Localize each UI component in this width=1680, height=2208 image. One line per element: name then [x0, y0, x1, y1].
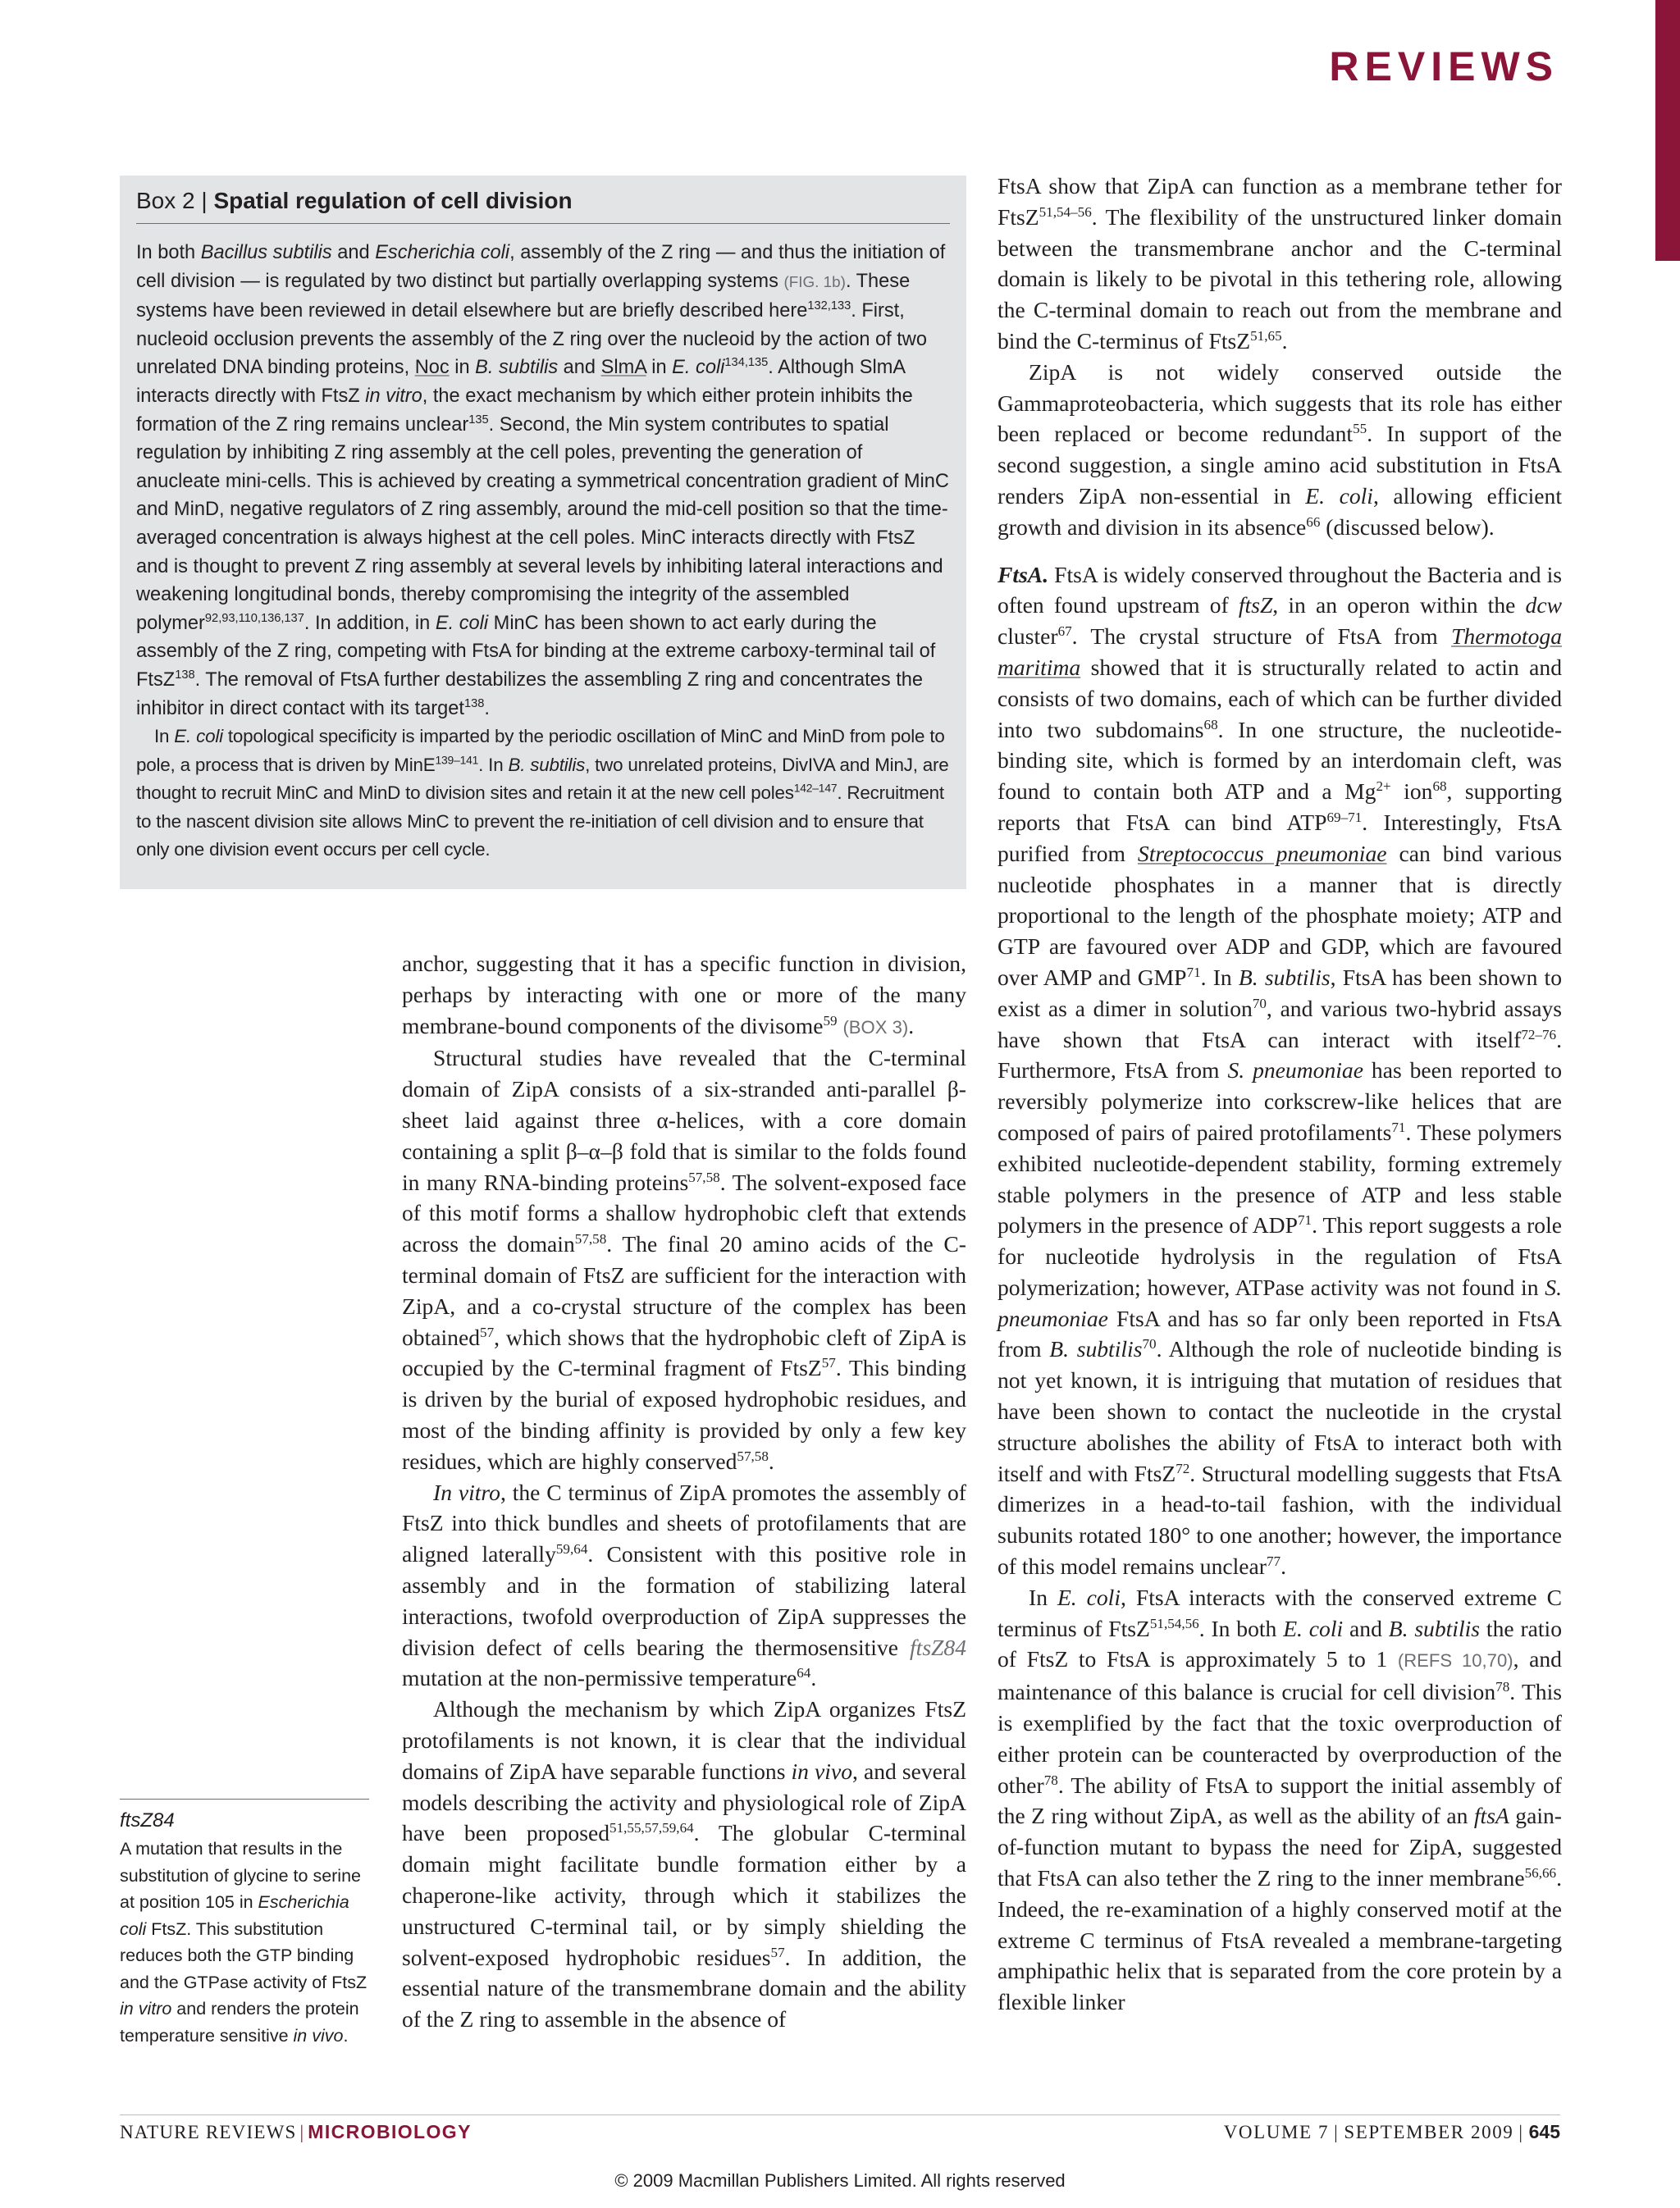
citation-superscript: 56,66: [1524, 1864, 1557, 1881]
text-run: In vitro: [433, 1479, 500, 1505]
citation-superscript: 64: [797, 1665, 811, 1681]
text-run: FtsA and has so far only been reported in FtsA from: [998, 1305, 1562, 1362]
citation-superscript: 78: [1495, 1679, 1510, 1695]
body-paragraph: [998, 357, 1562, 543]
citation-superscript: 132,133: [807, 299, 851, 313]
text-run: mutation at the non-permissive temperature: [402, 1665, 797, 1691]
text-run: Bacillus subtilis: [200, 242, 332, 263]
citation-superscript: 78: [1043, 1772, 1058, 1788]
text-run: , allowing efficient growth and division in its absence: [998, 482, 1562, 540]
citation-superscript: 68: [1203, 716, 1218, 732]
text-run: , FtsA has been shown to exist as a dimer in solution: [998, 964, 1563, 1021]
text-run: . The crystal structure of FtsA from: [1071, 623, 1452, 650]
citation-superscript: 71: [1297, 1212, 1312, 1229]
page-number: 645: [1528, 2121, 1560, 2142]
term-link[interactable]: Thermotoga maritima: [998, 623, 1562, 680]
term-link[interactable]: Streptococcus pneumoniae: [1137, 840, 1387, 866]
citation-superscript: 59,64: [555, 1540, 588, 1557]
text-run: gain-of-function mutant to bypass the need for ZipA, suggested that FtsA can also tether the Z ring to the inner membrane: [998, 1803, 1562, 1891]
text-run: . This is exemplified by the fact that the toxic overproduction of either protein can be counteracted by overproduction of the other: [998, 1679, 1563, 1798]
glossary-term: ftsZ84: [120, 1809, 175, 1832]
citation-superscript: 135: [468, 413, 489, 427]
text-run: Structural studies have revealed that the C-terminal domain of ZipA consists of a six-stranded anti-parallel β-sheet laid against three α-helices, with a core domain containing a split β–α–β fold that is similar to the folds found in many RNA-binding proteins: [402, 1045, 966, 1195]
citation-superscript: 57,58: [688, 1169, 720, 1185]
glossary-divider: [120, 1799, 369, 1800]
citation-superscript: 71: [1391, 1119, 1406, 1135]
text-run: E. coli: [672, 357, 725, 379]
text-run: ion: [1390, 778, 1433, 805]
text-run: . Consistent with this positive role in assembly and in the formation of stabilizing lateral interactions, twofold overproduction of ZipA suppresses the division defect of cells bearing the thermosensitive: [402, 1541, 966, 1660]
text-run: .: [810, 1665, 817, 1691]
term-link[interactable]: Noc: [414, 357, 450, 379]
text-run: . Although SlmA interacts directly with FtsZ: [136, 357, 905, 407]
text-run: has been reported to reversibly polymerize into corkscrew-like helices that are composed of pairs of paired protofilaments: [998, 1057, 1562, 1145]
text-run: . This binding is driven by the burial of exposed hydrophobic residues, and most of the binding affinity is provided by only a few key residues, which are highly conserved: [402, 1355, 966, 1474]
text-run: . The globular C-terminal domain might facilitate bundle formation either by a chaperone-like activity, through which it stabilizes the unstructured C-terminal tail, or by simply shielding the solvent-exposed hydrophobic residues: [402, 1820, 966, 1970]
box-label: Box 2: [136, 188, 195, 213]
text-run: B. subtilis: [1049, 1336, 1143, 1362]
ftsa-section-paragraph: [998, 559, 1562, 1582]
text-run: FtsZ. This substitution reduces both the GTP binding and the GTPase activity of FtsZ: [120, 1918, 368, 1992]
citation-superscript: 59: [823, 1012, 838, 1029]
text-run: FtsA is widely conserved throughout the Bacteria and is often found upstream of: [998, 561, 1562, 618]
text-run: , two unrelated proteins, DivIVA and MinJ, are thought to recruit MinC and MinD to division sites and retain it at the new cell poles: [136, 754, 949, 804]
text-run: can bind various nucleotide phosphates in a manner that is directly proportional to the length of the phosphate moiety; ATP and GTP are favoured over ADP and GDP, which are favoured over AMP and GMP: [998, 840, 1562, 990]
citation-superscript: 51,54–56: [1039, 203, 1092, 220]
text-run: E. coli: [174, 726, 223, 747]
citation-superscript: 138: [463, 696, 485, 710]
citation-superscript: 70: [1142, 1336, 1157, 1353]
text-run: . The solvent-exposed face of this motif forms a shallow hydrophobic cleft that extends across the domain: [402, 1169, 966, 1257]
text-run: .: [343, 2025, 349, 2046]
journal-section: MICROBIOLOGY: [308, 2121, 472, 2142]
text-run: B. subtilis: [508, 754, 586, 775]
citation-superscript: 69–71: [1326, 809, 1363, 825]
term-link[interactable]: SlmA: [600, 357, 646, 379]
section-label: REVIEWS: [1329, 43, 1559, 89]
text-run: Escherichia coli: [120, 1892, 349, 1939]
citation-superscript: 2+: [1376, 778, 1391, 794]
text-run: in vivo: [791, 1758, 852, 1784]
citation-superscript: 51,54,56: [1149, 1615, 1199, 1631]
right-column: [998, 171, 1562, 2018]
citation-superscript: 71: [1186, 964, 1201, 980]
text-run: FtsA.: [998, 561, 1049, 587]
citation-superscript: 51,55,57,59,64: [609, 1820, 694, 1836]
text-run: cluster: [998, 623, 1058, 650]
citation-superscript: 68: [1432, 778, 1447, 794]
text-run: topological specificity is imparted by the periodic oscillation of MinC and MinD from pole to pole, a process that is driven by MinE: [136, 726, 945, 775]
text-run: in: [449, 357, 476, 379]
text-run: . The flexibility of the unstructured linker domain between the transmembrane anchor and the C-terminal domain is likely to be pivotal in this tethering role, allowing the C-terminal domain to reach out from the membrane and bind the C-terminus of FtsZ: [998, 203, 1562, 354]
text-run: . Although the role of nucleotide binding is not yet known, it is intriguing that mutation of residues that have been shown to contact the nucleotide in the crystal structure abolishes the ability of FtsA to interact both with itself and with FtsZ: [998, 1336, 1562, 1486]
text-run: . In: [1200, 964, 1239, 990]
text-run: and: [1343, 1615, 1389, 1641]
copyright-notice: © 2009 Macmillan Publishers Limited. All rights reserved: [614, 2170, 1066, 2191]
text-run: , the C terminus of ZipA promotes the assembly of FtsZ into thick bundles and sheets of protofilaments that are aligned laterally: [402, 1479, 966, 1567]
text-run: . In both: [1198, 1615, 1284, 1641]
text-run: , the exact mechanism by which either protein inhibits the formation of the Z ring remains unclear: [136, 385, 913, 436]
text-run: . In support of the second suggestion, a single amino acid substitution in FtsA renders ZipA non-essential in: [998, 421, 1562, 509]
text-run: , supporting reports that FtsA can bind ATP: [998, 778, 1562, 835]
text-run: . Structural modelling suggests that FtsA dimerizes in a head-to-tail fashion, with the individual subunits rotated 180° to one another; however, the importance of this model remains unclear: [998, 1460, 1562, 1580]
citation-superscript: 57,58: [737, 1448, 769, 1464]
text-run: , and various two-hybrid assays have shown that FtsA can interact with itself: [998, 995, 1562, 1052]
citation-superscript: 139–141: [435, 753, 479, 767]
text-run: S. pneumoniae: [1227, 1057, 1363, 1083]
text-run: MinC has been shown to act early during the assembly of the Z ring, competing with FtsA for binding at the extreme carboxy-terminal tail of FtsZ: [136, 612, 936, 691]
text-run: , in an operon within the: [1272, 592, 1526, 618]
citation-superscript: 67: [1057, 623, 1072, 639]
body-paragraph: [998, 1582, 1562, 2018]
text-run: . Second, the Min system contributes to spatial regulation by inhibiting Z ring assembly at the cell poles, preventing the generation of anucleate mini-cells. This is achieved by creating a symmetrical concentration gradient of MinC and MinD, negative regulators of Z ring assembly, around the mid-cell position so that the time-averaged concentration is always highest at the cell poles. MinC interacts directly with FtsZ and is thought to prevent Z ring assembly at several levels by inhibiting lateral interactions and weakening longitudinal bonds, thereby compromising the integrity of the assembled polymer: [136, 413, 949, 634]
box-paragraph-2: [136, 723, 950, 864]
text-run: (discussed below).: [1320, 513, 1495, 540]
text-run: dcw: [1525, 592, 1562, 618]
text-run: E. coli: [1057, 1584, 1121, 1610]
volume: VOLUME 7: [1223, 2122, 1330, 2142]
citation-superscript: 134,135: [724, 356, 769, 370]
text-run: . In one structure, the nucleotide-binding site, which is formed by an interdomain cleft, was found to contain both ATP and a Mg: [998, 716, 1563, 805]
citation-superscript: 57,58: [574, 1230, 607, 1247]
citation-superscript: 70: [1252, 995, 1267, 1011]
body-paragraph: [402, 1042, 966, 1476]
citation-superscript: 72: [1176, 1460, 1190, 1476]
text-run: .: [908, 1012, 915, 1038]
text-run: . These systems have been reviewed in detail elsewhere but are briefly described here: [136, 270, 911, 322]
cross-reference: (BOX 3): [842, 1016, 909, 1038]
text-run: .: [1281, 1553, 1286, 1580]
text-run: . First, nucleoid occlusion prevents the assembly of the Z ring over the nucleoid by the action of two unrelated DNA binding proteins,: [136, 300, 927, 379]
text-run: in: [646, 357, 673, 379]
text-run: , and several models describing the activity and physiological role of ZipA have been proposed: [402, 1758, 966, 1846]
text-run: . The removal of FtsA further destabilizes the assembling Z ring and concentrates the inhibitor in direct contact with its target: [136, 668, 923, 719]
body-paragraph: [402, 1694, 966, 2035]
text-run: In both: [136, 242, 201, 263]
citation-superscript: 138: [175, 668, 195, 682]
text-run: S. pneumoniae: [998, 1274, 1562, 1331]
glossary-term-ref: ftsZ84: [909, 1634, 966, 1660]
cross-reference: (FIG. 1b): [783, 273, 846, 291]
citation-superscript: 57: [770, 1944, 785, 1960]
text-run: , and maintenance of this balance is crucial for cell division: [998, 1646, 1562, 1705]
citation-superscript: 57: [480, 1324, 495, 1340]
text-run: . Interestingly, FtsA purified from: [998, 809, 1563, 866]
citation-superscript: 72–76: [1521, 1026, 1557, 1042]
body-paragraph: [402, 948, 966, 1042]
text-run: in vitro: [365, 385, 422, 407]
footer-divider: [120, 2114, 1560, 2115]
text-run: . Furthermore, FtsA from: [998, 1026, 1562, 1083]
issue-date: SEPTEMBER 2009: [1344, 2122, 1514, 2142]
text-run: in vitro: [120, 1999, 172, 2019]
body-paragraph: [402, 1477, 966, 1695]
text-run: ftsZ: [1238, 592, 1273, 618]
text-run: . In: [478, 754, 509, 775]
text-run: , assembly of the Z ring — and thus the initiation of cell division — is regulated by two distinct but partially overlapping systems: [136, 242, 946, 292]
citation-superscript: 77: [1266, 1553, 1281, 1569]
text-run: . These polymers exhibited nucleotide-dependent stability, forming extremely stable polymers in the presence of ATP and less stable polymers in the presence of ADP: [998, 1119, 1563, 1239]
text-run: . In addition, in: [304, 612, 436, 634]
middle-column: [402, 948, 966, 2035]
citation-superscript: 55: [1353, 421, 1367, 437]
text-run: the ratio of FtsZ to FtsA is approximately 5 to 1: [998, 1615, 1563, 1672]
box-heading: Box 2 | Spatial regulation of cell division: [136, 185, 950, 224]
text-run: FtsA show that ZipA can function as a membrane tether for FtsZ: [998, 173, 1562, 230]
text-run: and: [331, 242, 376, 263]
text-run: and: [558, 357, 601, 379]
text-run: In: [154, 726, 175, 747]
text-run: ZipA is not widely conserved outside the Gammaproteobacteria, which suggests that its role has either been replaced or become redundant: [998, 358, 1562, 447]
text-run: E. coli: [1305, 482, 1373, 509]
text-run: and renders the protein temperature sensitive: [120, 1999, 359, 2046]
glossary-note: [120, 1799, 369, 2049]
text-run: In: [1029, 1584, 1057, 1610]
citation-superscript: 66: [1306, 513, 1321, 530]
box-title: Spatial regulation of cell division: [213, 188, 573, 213]
text-run: Although the mechanism by which ZipA organizes FtsZ protofilaments is not known, it is clear that the individual domains of ZipA have separable functions: [402, 1696, 966, 1784]
text-run: .: [768, 1448, 774, 1474]
text-run: showed that it is structurally related to actin and consists of two domains, each of which can be further divided into two subdomains: [998, 654, 1562, 742]
text-run: . The ability of FtsA to support the initial assembly of the Z ring without ZipA, as well as the ability of an: [998, 1772, 1562, 1829]
section-tab-marker: [1655, 0, 1680, 261]
text-run: . The final 20 amino acids of the C-terminal domain of FtsZ are sufficient for the interaction with ZipA, and a co-crystal structure of the complex has been obtained: [402, 1231, 966, 1350]
body-paragraph: [998, 171, 1562, 357]
text-run: E. coli: [1283, 1615, 1344, 1641]
text-run: . Recruitment to the nascent division site allows MinC to prevent the re-initiation of cell division and to ensure that only one division event occurs per cell cycle.: [136, 782, 944, 860]
text-run: . In addition, the essential nature of the transmembrane domain and the ability of the Z ring to assemble in the absence of: [402, 1944, 966, 2032]
journal-name: NATURE REVIEWS: [120, 2122, 297, 2142]
text-run: .: [484, 697, 490, 719]
citation-superscript: 92,93,110,136,137: [204, 611, 304, 625]
text-run: in vivo: [293, 2025, 344, 2046]
text-run: E. coli: [435, 612, 489, 634]
text-run: B. subtilis: [1388, 1615, 1481, 1641]
box-2: [120, 176, 966, 889]
footer-issue: VOLUME 7 | SEPTEMBER 2009 | 645: [1223, 2121, 1560, 2142]
footer-journal: NATURE REVIEWS | MICROBIOLOGY: [120, 2121, 472, 2142]
citation-superscript: 57: [821, 1355, 836, 1371]
text-run: . This report suggests a role for nucleotide hydrolysis in the regulation of FtsA polymerization; however, ATPase activity was not found in: [998, 1212, 1562, 1300]
text-run: ftsA: [1473, 1803, 1509, 1829]
text-run: B. subtilis: [475, 357, 559, 379]
glossary-definition: [120, 1836, 369, 2049]
text-run: , which shows that the hydrophobic cleft of ZipA is occupied by the C-terminal fragment of FtsZ: [402, 1324, 966, 1381]
text-run: . Indeed, the re-examination of a highly conserved motif at the extreme C terminus of FtsA revealed a membrane-targeting amphipathic helix that is separated from the core protein by a flexible linker: [998, 1865, 1562, 2015]
text-run: anchor, suggesting that it has a specific function in division, perhaps by interacting with one or more of the many membrane-bound components of the divisome: [402, 951, 966, 1038]
box-paragraph-1: [136, 239, 950, 723]
cross-reference: (REFS 10,70): [1397, 1650, 1513, 1672]
text-run: A mutation that results in the substitution of glycine to serine at position 105 in: [120, 1839, 361, 1912]
citation-superscript: 142–147: [793, 781, 838, 795]
text-run: B. subtilis: [1238, 964, 1331, 990]
text-run: , FtsA interacts with the conserved extreme C terminus of FtsZ: [998, 1584, 1563, 1641]
citation-superscript: 51,65: [1250, 327, 1282, 344]
text-run: .: [1281, 327, 1288, 354]
text-run: Escherichia coli: [375, 242, 510, 263]
